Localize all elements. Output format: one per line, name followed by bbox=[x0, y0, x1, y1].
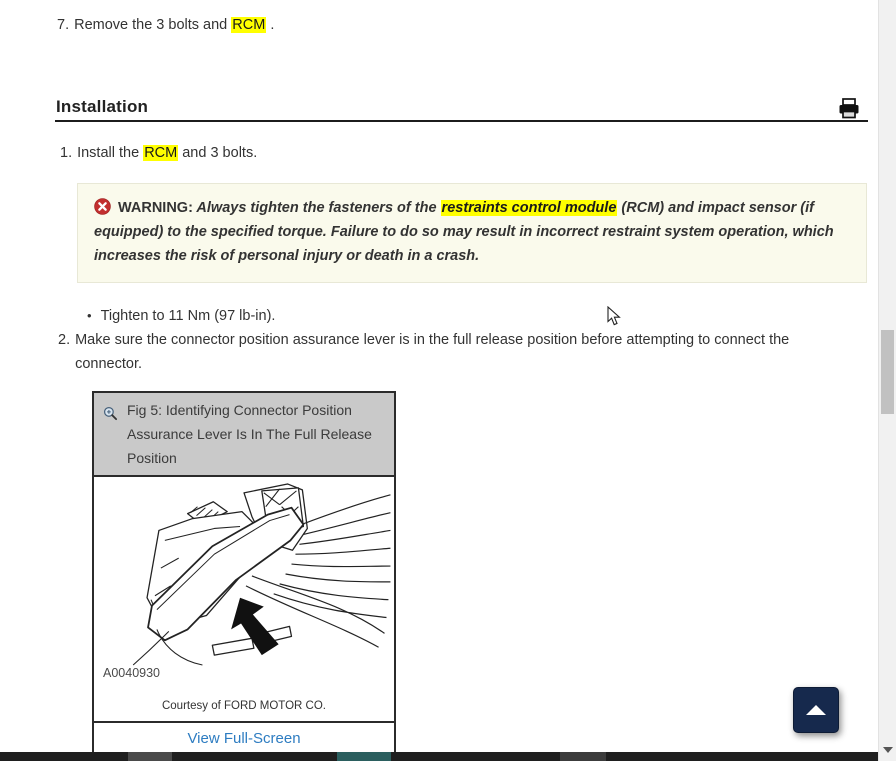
step-number: 2. bbox=[58, 332, 71, 348]
scroll-to-top-button[interactable] bbox=[793, 687, 839, 733]
bottom-strip-segment bbox=[128, 752, 172, 761]
scrollbar-thumb[interactable] bbox=[881, 330, 894, 414]
mouse-cursor bbox=[607, 306, 621, 326]
step-text: Make sure the connector position assurance lever is in the full release position before attempting to connect the connector. bbox=[75, 332, 790, 372]
install-step-2 bbox=[58, 328, 846, 376]
highlighted-term-restraints-control-module: restraints control module bbox=[441, 200, 617, 216]
vertical-scrollbar[interactable] bbox=[878, 0, 896, 761]
step-text-after: and 3 bolts. bbox=[178, 145, 258, 161]
warning-x-icon bbox=[94, 198, 111, 215]
figure-5-panel bbox=[92, 391, 396, 761]
view-fullscreen-link[interactable]: View Full-Screen bbox=[187, 730, 301, 747]
figure-caption-bar bbox=[94, 393, 394, 477]
figure-courtesy-line: Courtesy of FORD MOTOR CO. bbox=[161, 700, 326, 712]
bottom-cropped-content bbox=[0, 752, 878, 761]
warning-text-after: (RCM) and impact sensor (if equipped) to the specified torque. Failure to do so may result in incorrect restraint system operation, which increases the risk of personal injury or death in a crash. bbox=[94, 200, 834, 264]
figure-caption: Fig 5: Identifying Connector Position Assurance Lever Is In The Full Release Position bbox=[127, 402, 372, 466]
scrollbar-down-button[interactable] bbox=[879, 742, 896, 758]
torque-note-text: Tighten to 11 Nm (97 lb-in). bbox=[100, 308, 276, 324]
install-step-1 bbox=[60, 141, 820, 165]
heading-divider bbox=[55, 120, 868, 122]
warning-callout bbox=[77, 183, 867, 283]
step-text-before: Remove the 3 bolts and bbox=[74, 17, 232, 33]
step-text bbox=[74, 13, 274, 37]
removal-step-7 bbox=[57, 13, 817, 37]
connector-line-drawing bbox=[94, 479, 394, 667]
arrow-down-icon bbox=[883, 747, 893, 753]
bottom-strip-segment bbox=[560, 752, 606, 761]
highlighted-term-rcm: RCM bbox=[144, 145, 178, 161]
step-text bbox=[77, 141, 257, 165]
figure-image[interactable] bbox=[94, 477, 394, 721]
arrow-up-icon bbox=[806, 705, 826, 715]
warning-text bbox=[94, 200, 834, 264]
torque-note bbox=[87, 304, 275, 328]
step-number: 1. bbox=[60, 145, 73, 161]
figure-image-code: A0040930 bbox=[103, 666, 161, 680]
step-number: 7. bbox=[57, 17, 70, 33]
zoom-in-icon[interactable] bbox=[103, 404, 118, 419]
installation-heading: Installation bbox=[56, 97, 149, 116]
warning-label: WARNING: bbox=[118, 200, 193, 216]
warning-text-before: Always tighten the fasteners of the bbox=[192, 200, 441, 216]
highlighted-term-rcm: RCM bbox=[232, 17, 266, 33]
step-text-before: Install the bbox=[77, 145, 144, 161]
step-text-after: . bbox=[266, 17, 275, 33]
bottom-strip-segment bbox=[337, 752, 391, 761]
print-icon[interactable] bbox=[837, 98, 861, 120]
